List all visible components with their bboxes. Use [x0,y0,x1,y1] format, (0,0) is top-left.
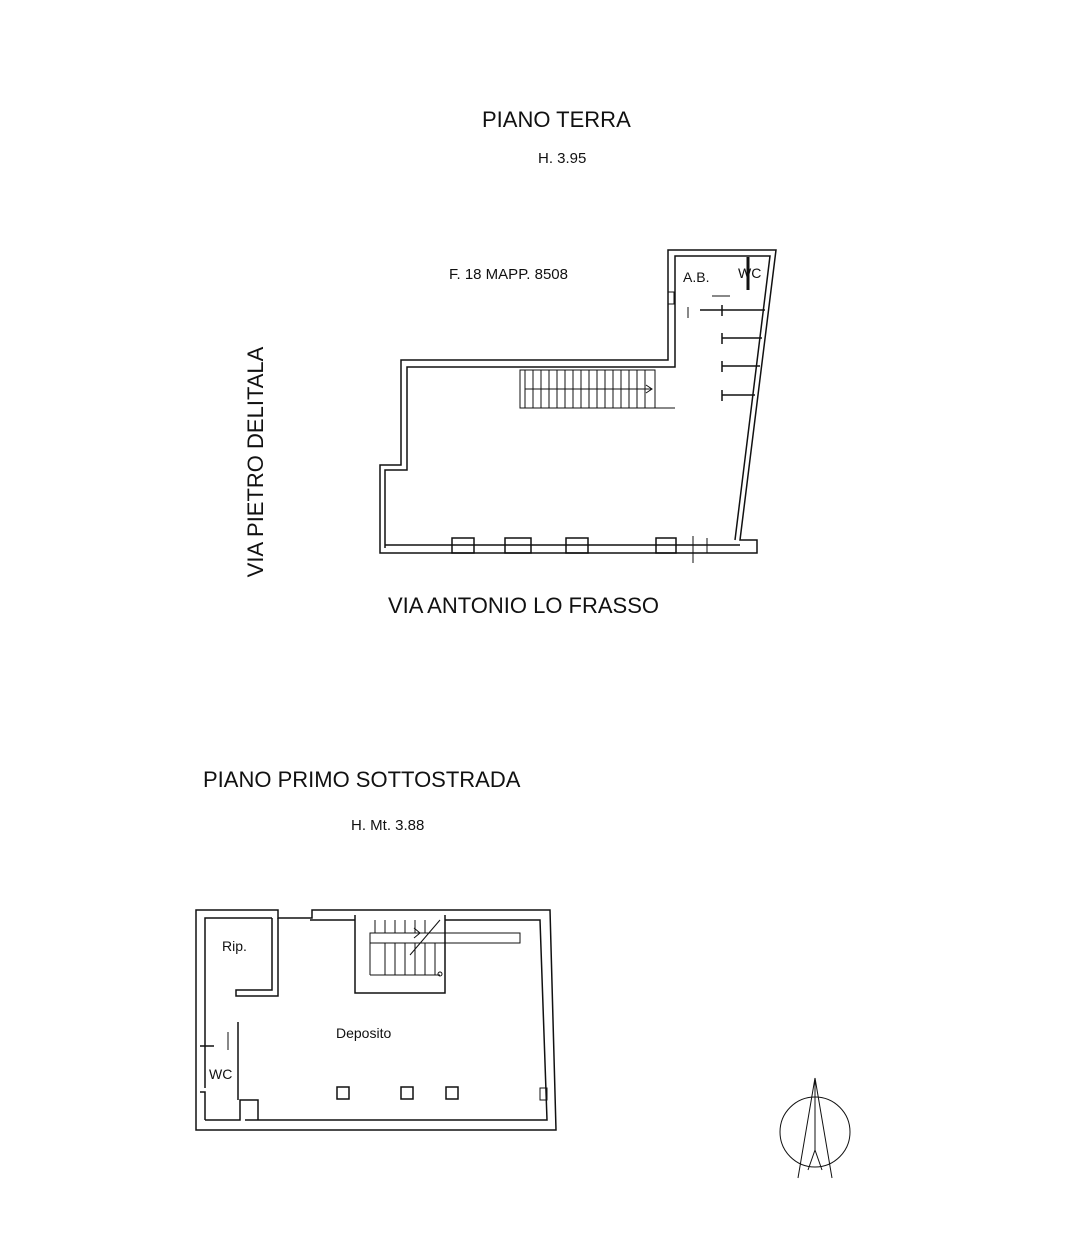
basement-pillar [446,1087,458,1099]
basement-pillar [401,1087,413,1099]
ground-floor-inner-wall [385,256,770,548]
basement-floor-height: H. Mt. 3.88 [351,817,425,834]
street-label-side: VIA PIETRO DELITALA [243,346,268,578]
basement-floor-plan [196,910,556,1130]
cadastral-reference: F. 18 MAPP. 8508 [449,266,568,283]
ground-floor-title: PIANO TERRA [482,107,631,132]
room-label-wc-basement: WC [209,1066,233,1082]
street-label-front: VIA ANTONIO LO FRASSO [388,593,660,618]
ground-floor-outer-wall [380,250,776,553]
rip-room-wall [236,918,278,996]
basement-staircase [355,915,520,993]
basement-inner-wall [200,918,547,1120]
room-label-wc-ground: WC [738,265,762,281]
ground-floor-plan [380,250,776,563]
basement-pillar [337,1087,349,1099]
room-label-rip: Rip. [222,938,247,954]
room-label-deposito: Deposito [336,1025,392,1041]
basement-floor-title: PIANO PRIMO SOTTOSTRADA [203,767,521,792]
ground-floor-staircase [520,370,675,408]
north-arrow-icon [780,1078,850,1178]
room-label-ab: A.B. [683,269,710,285]
ground-floor-height: H. 3.95 [538,150,587,167]
